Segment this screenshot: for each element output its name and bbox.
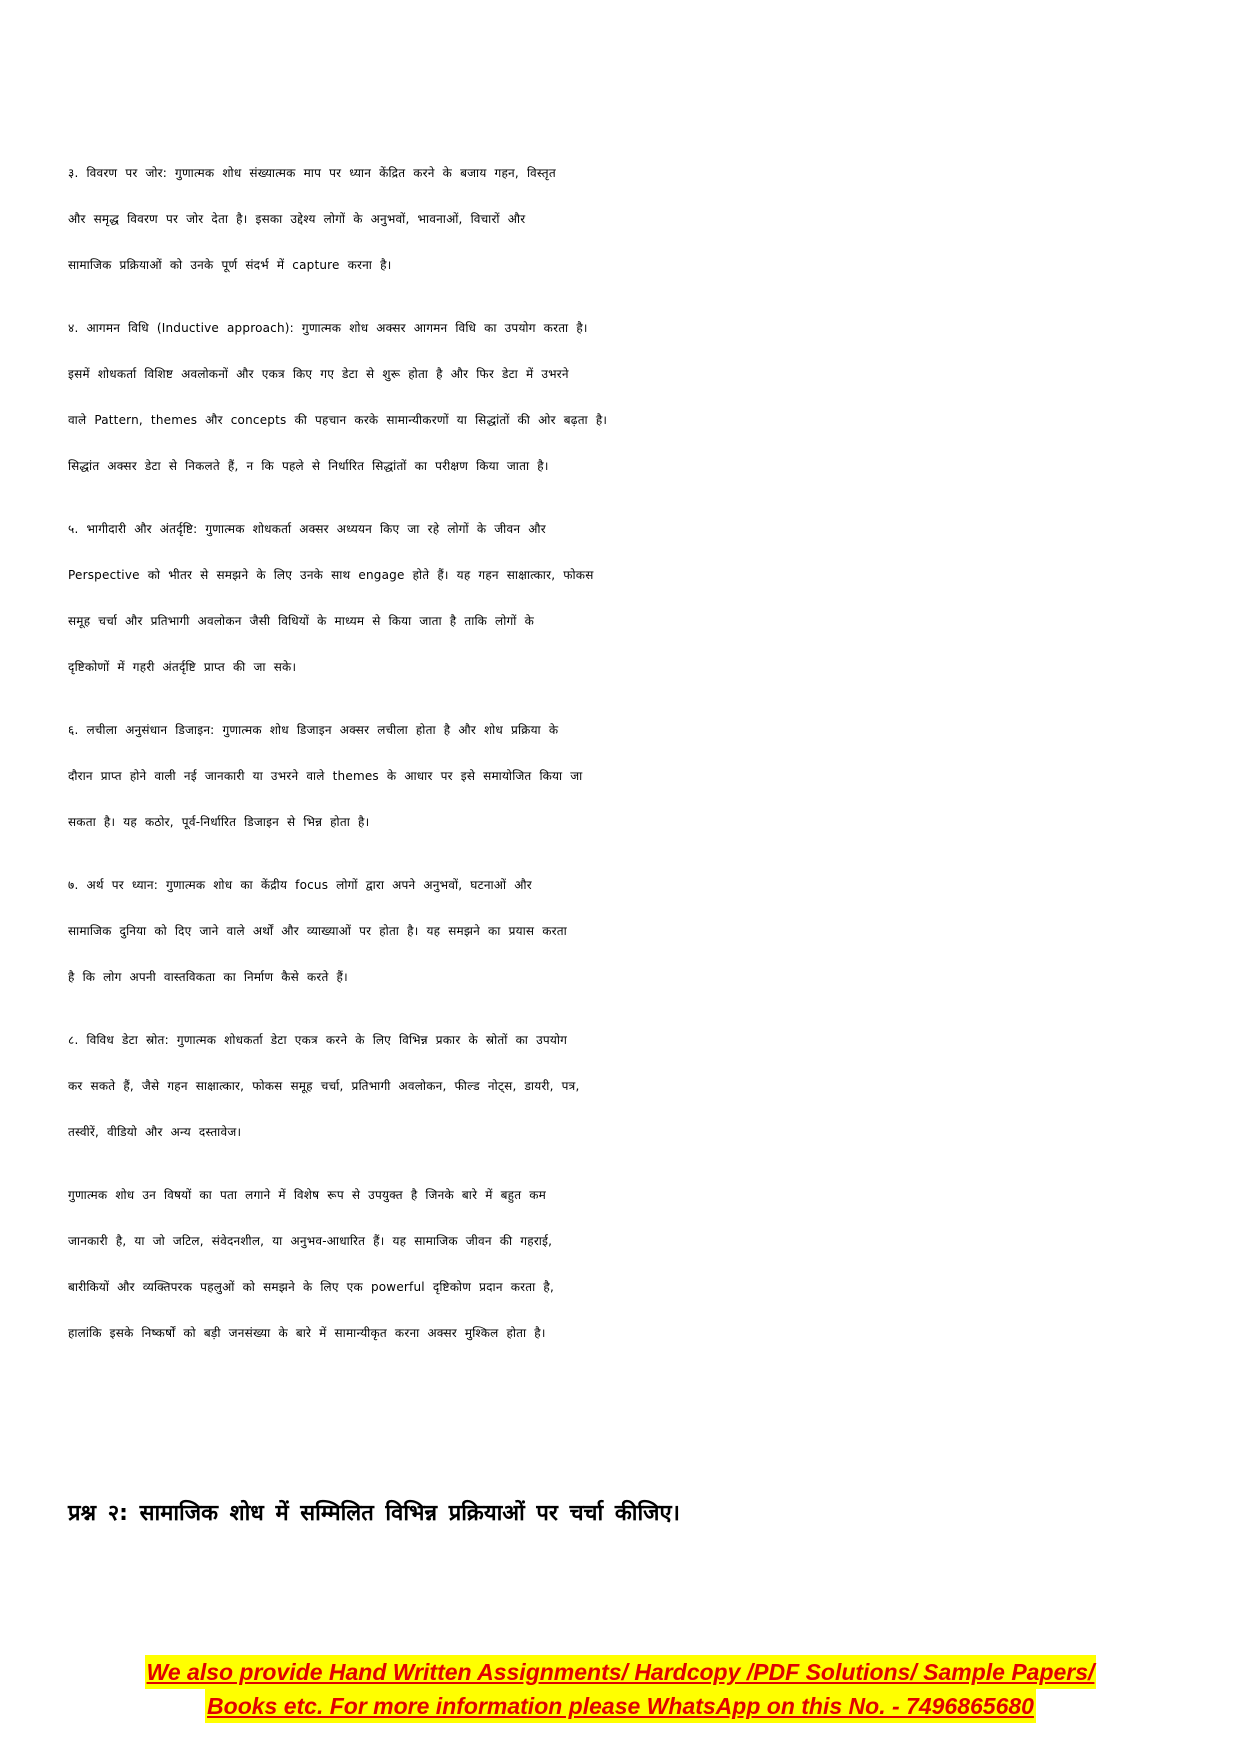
text-line: तस्वीरें, वीडियो और अन्य दस्तावेज। bbox=[68, 1125, 242, 1139]
paragraph-point-8 bbox=[68, 1017, 1158, 1155]
text-line: बारीकियों और व्यक्तिपरक पहलुओं को समझने के लिए एक powerful दृष्टिकोण प्रदान करता है, bbox=[68, 1280, 554, 1294]
text-line: हालांकि इसके निष्कर्षों को बड़ी जनसंख्या के बारे में सामान्यीकृत करना अक्सर मुश्किल होता है। bbox=[68, 1326, 546, 1340]
paragraph-point-3 bbox=[68, 150, 1158, 288]
question-heading: प्रश्न २: सामाजिक शोध में सम्मिलित विभिन्न प्रक्रियाओं पर चर्चा कीजिए। bbox=[68, 1501, 680, 1526]
promo-line-1: We also provide Hand Written Assignments/ Hardcopy /PDF Solutions/ Sample Papers/ bbox=[145, 1655, 1097, 1689]
text-line: सामाजिक प्रक्रियाओं को उनके पूर्ण संदर्भ में capture करना है। bbox=[68, 258, 392, 272]
text-line: है कि लोग अपनी वास्तविकता का निर्माण कैसे करते हैं। bbox=[68, 970, 348, 984]
text-line: दौरान प्राप्त होने वाली नई जानकारी या उभरने वाले themes के आधार पर इसे समायोजित किया जा bbox=[68, 769, 583, 783]
text-line: सकता है। यह कठोर, पूर्व-निर्धारित डिजाइन से भिन्न होता है। bbox=[68, 815, 370, 829]
text-line: सिद्धांत अक्सर डेटा से निकलते हैं, न कि पहले से निर्धारित सिद्धांतों का परीक्षण किया जाता है। bbox=[68, 459, 549, 473]
text-line: ७. अर्थ पर ध्यान: गुणात्मक शोध का केंद्रीय focus लोगों द्वारा अपने अनुभवों, घटनाओं और bbox=[68, 878, 532, 892]
paragraph-point-5 bbox=[68, 506, 1158, 690]
text-line: ५. भागीदारी और अंतर्दृष्टि: गुणात्मक शोधकर्ता अक्सर अध्ययन किए जा रहे लोगों के जीवन और bbox=[68, 522, 546, 536]
text-line: दृष्टिकोणों में गहरी अंतर्दृष्टि प्राप्त की जा सके। bbox=[68, 660, 297, 674]
paragraph-point-4 bbox=[68, 305, 1158, 489]
text-line: ६. लचीला अनुसंधान डिजाइन: गुणात्मक शोध डिजाइन अक्सर लचीला होता है और शोध प्रक्रिया के bbox=[68, 723, 559, 737]
text-line: ८. विविध डेटा स्रोत: गुणात्मक शोधकर्ता डेटा एकत्र करने के लिए विभिन्न प्रकार के स्रोतों का उपयोग bbox=[68, 1033, 568, 1047]
paragraph-point-7 bbox=[68, 862, 1158, 1000]
paragraph-conclusion bbox=[68, 1172, 1158, 1356]
promo-footer bbox=[0, 1655, 1241, 1723]
text-line: कर सकते हैं, जैसे गहन साक्षात्कार, फोकस समूह चर्चा, प्रतिभागी अवलोकन, फील्ड नोट्स, डायरी, पत्र, bbox=[68, 1079, 580, 1093]
text-line: गुणात्मक शोध उन विषयों का पता लगाने में विशेष रूप से उपयुक्त है जिनके बारे में बहुत कम bbox=[68, 1188, 547, 1202]
text-line: ३. विवरण पर जोर: गुणात्मक शोध संख्यात्मक माप पर ध्यान केंद्रित करने के बजाय गहन, विस्तृत bbox=[68, 166, 556, 180]
text-line: और समृद्ध विवरण पर जोर देता है। इसका उद्देश्य लोगों के अनुभवों, भावनाओं, विचारों और bbox=[68, 212, 526, 226]
text-line: वाले Pattern, themes और concepts की पहचान करके सामान्यीकरणों या सिद्धांतों की ओर बढ़ता है। bbox=[68, 413, 608, 427]
text-line: ४. आगमन विधि (Inductive approach): गुणात्मक शोध अक्सर आगमन विधि का उपयोग करता है। bbox=[68, 321, 588, 335]
paragraph-point-6 bbox=[68, 707, 1158, 845]
text-line: इसमें शोधकर्ता विशिष्ट अवलोकनों और एकत्र किए गए डेटा से शुरू होता है और फिर डेटा में उभरने bbox=[68, 367, 569, 381]
promo-line-2: Books etc. For more information please WhatsApp on this No. - 7496865680 bbox=[205, 1689, 1036, 1723]
document-body bbox=[68, 150, 1158, 1373]
text-line: जानकारी है, या जो जटिल, संवेदनशील, या अनुभव-आधारित हैं। यह सामाजिक जीवन की गहराई, bbox=[68, 1234, 553, 1248]
text-line: सामाजिक दुनिया को दिए जाने वाले अर्थों और व्याख्याओं पर होता है। यह समझने का प्रयास करता bbox=[68, 924, 567, 938]
text-line: Perspective को भीतर से समझने के लिए उनके साथ engage होते हैं। यह गहन साक्षात्कार, फोकस bbox=[68, 568, 594, 582]
text-line: समूह चर्चा और प्रतिभागी अवलोकन जैसी विधियों के माध्यम से किया जाता है ताकि लोगों के bbox=[68, 614, 534, 628]
